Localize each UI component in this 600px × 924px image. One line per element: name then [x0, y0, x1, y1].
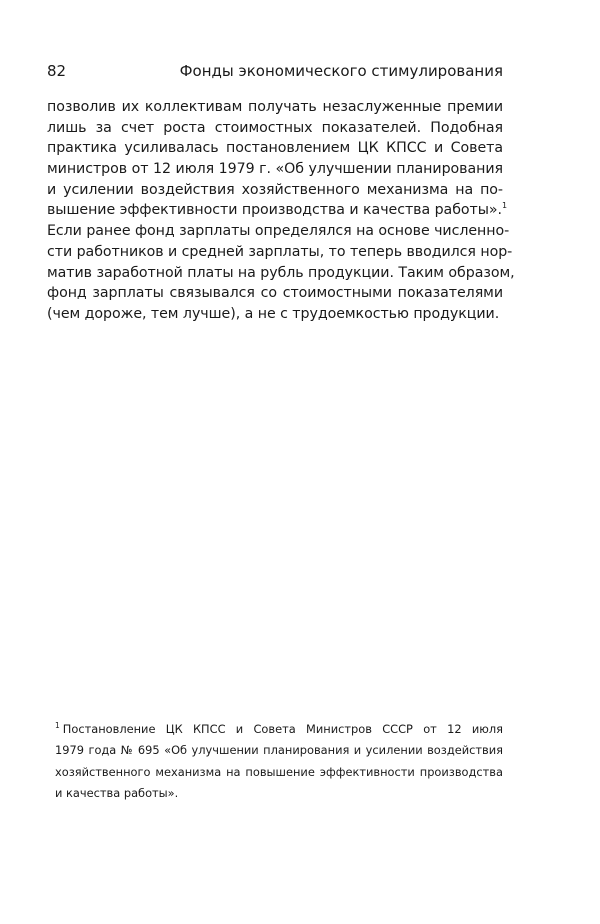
text-line: фонд зарплаты связывался со стоимостными показателями [47, 285, 503, 302]
page-number: 82 [47, 62, 67, 80]
footnote-line: хозяйственного механизма на повышение эффективности производства [55, 764, 503, 779]
text-line: сти работников и средней зарплаты, то теперь вводился нор- [47, 243, 513, 260]
text-line: вышение эффективности производства и качества работы». [47, 202, 502, 219]
text-line-with-ref [47, 200, 508, 221]
footnote [55, 719, 503, 805]
text-line: министров от 12 июля 1979 г. «Об улучшении планирования [47, 161, 503, 178]
footnote-line [55, 719, 503, 740]
text-line: практика усиливалась постановлением ЦК КПСС и Совета [47, 140, 503, 157]
footnote-line: и качества работы». [55, 786, 179, 801]
text-line: Если ранее фонд зарплаты определялся на основе численно- [47, 223, 510, 240]
text-line: и усилении воздействия хозяйственного механизма на по- [47, 181, 503, 198]
footnote-line: 1979 года № 695 «Об улучшении планирования и усилении воздействия [55, 743, 503, 758]
footnote-text: Постановление ЦК КПСС и Совета Министров СССР от 12 июля [62, 722, 503, 736]
chapter-title: Фонды экономического стимулирования [179, 62, 503, 80]
text-line: лишь за счет роста стоимостных показателей. Подобная [47, 119, 503, 136]
running-header [47, 60, 503, 82]
text-line: матив заработной платы на рубль продукции. Таким образом, [47, 264, 515, 281]
footnote-marker: 1 [55, 721, 60, 730]
text-line: позволив их коллективам получать незаслуженные премии [47, 99, 503, 115]
main-text [47, 97, 515, 325]
text-line: (чем дороже, тем лучше), а не с трудоемкостью продукции. [47, 305, 500, 322]
footnote-reference: 1 [501, 201, 508, 211]
